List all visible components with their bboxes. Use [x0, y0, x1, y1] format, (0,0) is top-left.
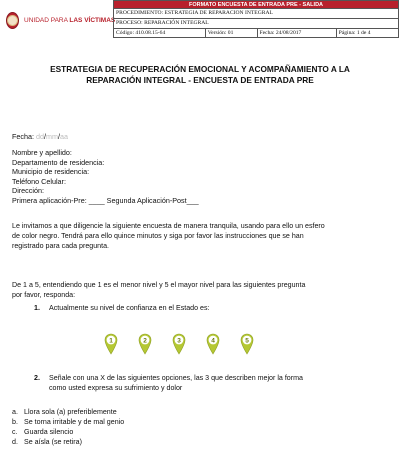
rating-pin-2[interactable] [138, 333, 152, 355]
question-1 [34, 303, 384, 315]
svg-text:4: 4 [211, 337, 215, 345]
aplicacion-field[interactable]: Primera aplicación-Pre: ____ Segunda Aplicación-Post___ [12, 195, 199, 205]
option-b[interactable]: b. Se torna irritable y de mal genio [12, 418, 125, 426]
svg-text:2: 2 [143, 337, 147, 345]
document-header [0, 0, 400, 38]
rating-pin-5[interactable] [240, 333, 254, 355]
rating-pin-4[interactable] [206, 333, 220, 355]
departamento-field[interactable]: Departamento de residencia: [12, 157, 105, 167]
fecha-mm: mm [45, 132, 58, 141]
direccion-field[interactable]: Dirección: [12, 186, 44, 195]
fecha-dd: dd [35, 132, 44, 141]
unidad-victimas-logo [6, 6, 116, 34]
nombre-field[interactable]: Nombre y apellido: [12, 148, 72, 157]
rating-pin-3[interactable] [172, 333, 186, 355]
document-title: ESTRATEGIA DE RECUPERACIÓN EMOCIONAL Y ACOMPAÑAMIENTO A LA REPARACIÓN INTEGRAL - ENCUESTA DE ENTRADA PRE [50, 64, 350, 85]
question-text-cont: como usted expresa su sufrimiento y dolor [49, 384, 183, 392]
form-banner: FORMATO ENCUESTA DE ENTRADA PRE - SALIDA [114, 1, 399, 9]
question-2 [34, 373, 384, 395]
header-table [113, 0, 399, 38]
rating-scale [104, 333, 264, 357]
fecha-aa: aa [59, 132, 68, 141]
option-c[interactable]: c. Guarda silencio [12, 428, 74, 436]
svg-text:1: 1 [109, 337, 113, 345]
codigo-cell: Código: 410.08.15-64 [114, 28, 206, 38]
intro-paragraph: Le invitamos a que diligencie la siguiente encuesta de manera tranquila, usando para ello un esfero de color negro. Tendrá para ello quince minutos y siga por favor las instrucciones que se han registrado para cada pregunta. [12, 222, 325, 250]
seal-icon [6, 12, 19, 29]
telefono-field[interactable]: Teléfono Celular: [12, 176, 66, 186]
option-a[interactable]: a. Llora sola (a) preferiblemente [12, 408, 117, 416]
municipio-field[interactable]: Municipio de residencia: [12, 167, 90, 176]
fecha-cell: Fecha: 24/08/2017 [257, 28, 336, 38]
question-text: Actualmente su nivel de confianza en el Estado es: [49, 304, 210, 312]
logo-text: UNIDAD PARA LAS VÍCTIMAS [24, 16, 116, 24]
procedimiento-cell: PROCEDIMIENTO: ESTRATEGIA DE REPARACION INTEGRAL [114, 9, 399, 19]
version-cell: Versión: 01 [205, 28, 257, 38]
rating-pin-1[interactable] [104, 333, 118, 355]
option-d[interactable]: d. Se aísla (se retira) [12, 438, 82, 446]
fecha-field[interactable]: Fecha: dd/mm/aa [12, 132, 68, 141]
scale-instructions: De 1 a 5, entendiendo que 1 es el menor nivel y 5 el mayor nivel para las siguientes pregunta por favor, responda: [12, 281, 306, 299]
svg-text:3: 3 [177, 337, 181, 345]
proceso-cell: PROCESO: REPARACIÓN INTEGRAL [114, 18, 399, 28]
pagina-cell: Página: 1 de 4 [336, 28, 398, 38]
svg-text:5: 5 [245, 337, 249, 345]
question-text: Señale con una X de las siguientes opciones, las 3 que describen mejor la forma [49, 374, 303, 382]
question-number: 2. [34, 374, 40, 382]
question-number: 1. [34, 304, 40, 312]
